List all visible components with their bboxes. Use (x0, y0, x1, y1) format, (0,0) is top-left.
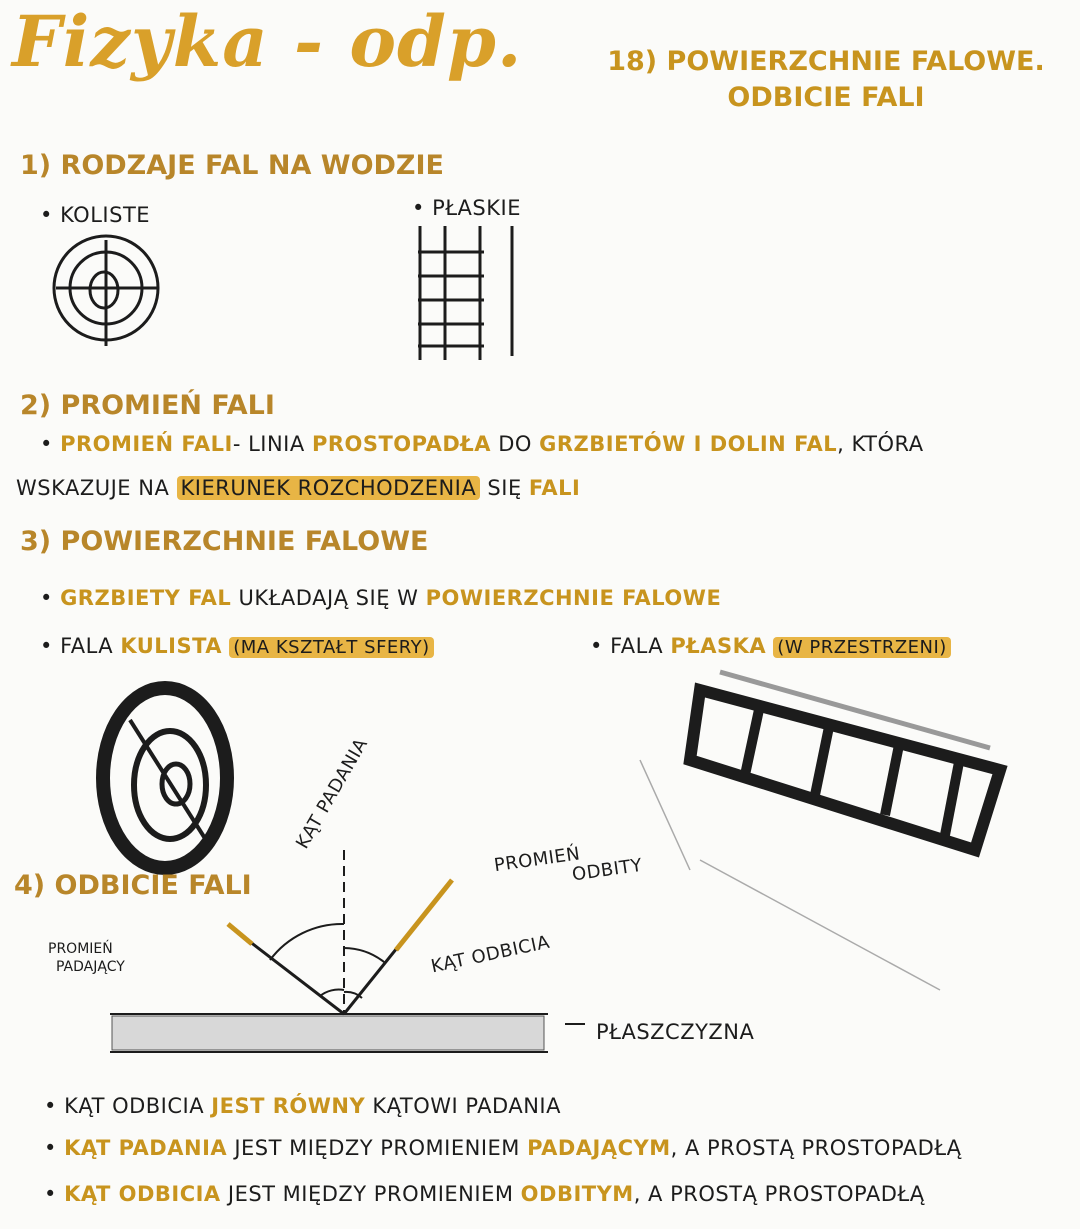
section-2-heading: 2) PROMIEŃ FALI (20, 390, 275, 421)
summary-2-c: PADAJĄCYM (527, 1136, 671, 1160)
chapter-line-2: ODBICIE FALI (727, 82, 925, 113)
highlight-direction: KIERUNEK ROZCHODZENIA (177, 476, 481, 500)
summary-2: • KĄT PADANIA JEST MIĘDZY PROMIENIEM PADAJĄCYM, A PROSTĄ PROSTOPADŁĄ (44, 1136, 962, 1160)
section-3-heading: 3) POWIERZCHNIE FALOWE (20, 526, 429, 557)
item-plane: • PŁASKIE (412, 196, 521, 220)
dash: - (232, 432, 241, 456)
text-wave-spherical-label: FALA (60, 634, 114, 658)
label-incidence-angle: KĄT PADANIA (292, 734, 373, 853)
label-incident-ray-line-2: PADAJĄCY (56, 959, 125, 975)
item-circular-label: KOLISTE (60, 203, 151, 227)
text-self: SIĘ (487, 476, 522, 500)
summary-1-c: KĄTOWI PADANIA (372, 1094, 561, 1118)
summary-3: • KĄT ODBICIA JEST MIĘDZY PROMIENIEM ODBITYM, A PROSTĄ PROSTOPADŁĄ (44, 1182, 925, 1206)
plane-waves-sketch (418, 226, 512, 360)
section-3-bullet-3: • FALA PŁASKA (W PRZESTRZENI) (590, 634, 951, 658)
highlight-space: (W PRZESTRZENI) (773, 637, 951, 658)
text-spherical: KULISTA (120, 634, 223, 658)
section-3-bullet-2: • FALA KULISTA (MA KSZTAŁT SFERY) (40, 634, 434, 658)
chapter-line-1: 18) POWIERZCHNIE FALOWE. (607, 46, 1045, 77)
term-wave-ray: PROMIEŃ FALI (60, 432, 233, 456)
label-reflected-ray-line-1: PROMIEŃ (492, 843, 582, 877)
text-wave-surfaces: POWIERZCHNIE FALOWE (425, 586, 722, 610)
section-3-bullet-1: • GRZBIETY FAL UKŁADAJĄ SIĘ W POWIERZCHNIE FALOWE (40, 586, 722, 610)
summary-1-a: KĄT ODBICIA (64, 1094, 205, 1118)
text-which: , KTÓRA (837, 432, 924, 456)
summary-3-a: KĄT ODBICIA (64, 1182, 221, 1206)
summary-3-c: ODBITYM (520, 1182, 634, 1206)
section-4-heading: 4) ODBICIE FALI (14, 870, 252, 901)
spherical-wave-sketch (103, 688, 227, 868)
section-2-line-1: • PROMIEŃ FALI- LINIA PROSTOPADŁA DO GRZBIETÓW I DOLIN FAL, KTÓRA (40, 432, 924, 456)
summary-1-b: JEST RÓWNY (211, 1094, 366, 1118)
text-wave: FALI (528, 476, 581, 500)
text-line: LINIA (248, 432, 305, 456)
summary-3-d: , A PROSTĄ PROSTOPADŁĄ (633, 1182, 925, 1206)
item-circular: • KOLISTE (40, 203, 151, 227)
summary-2-a: KĄT PADANIA (64, 1136, 228, 1160)
section-2-line-2 (16, 476, 580, 500)
summary-2-d: , A PROSTĄ PROSTOPADŁĄ (670, 1136, 962, 1160)
label-incident-ray-line-1: PROMIEŃ (48, 941, 113, 957)
text-perpendicular: PROSTOPADŁA (311, 432, 492, 456)
label-incident-ray (48, 940, 125, 976)
text-wave-plane-label: FALA (610, 634, 664, 658)
circular-waves-sketch (54, 236, 158, 346)
summary-3-b: JEST MIĘDZY PROMIENIEM (227, 1182, 514, 1206)
label-reflected-ray-line-2: ODBITY (570, 854, 644, 886)
plane-wave-3d-sketch (640, 672, 1000, 990)
text-arrange: UKŁADAJĄ SIĘ W (238, 586, 419, 610)
text-crests-2: GRZBIETY FAL (60, 586, 232, 610)
text-crests: GRZBIETÓW I DOLIN FAL (539, 432, 838, 456)
label-reflection-angle: KĄT ODBICIA (429, 931, 552, 978)
label-plane: PŁASZCZYZNA (596, 1020, 755, 1044)
text-to: DO (498, 432, 532, 456)
item-plane-label: PŁASKIE (432, 196, 521, 220)
page-title: Fizyka - odp. (12, 0, 523, 83)
summary-2-b: JEST MIĘDZY PROMIENIEM (234, 1136, 520, 1160)
text-indicates: WSKAZUJE NA (16, 476, 170, 500)
summary-1: • KĄT ODBICIA JEST RÓWNY KĄTOWI PADANIA (44, 1094, 561, 1118)
section-1-heading: 1) RODZAJE FAL NA WODZIE (20, 150, 444, 181)
highlight-sphere: (MA KSZTAŁT SFERY) (229, 637, 433, 658)
text-plane: PŁASKA (670, 634, 767, 658)
chapter-title (596, 44, 1056, 116)
